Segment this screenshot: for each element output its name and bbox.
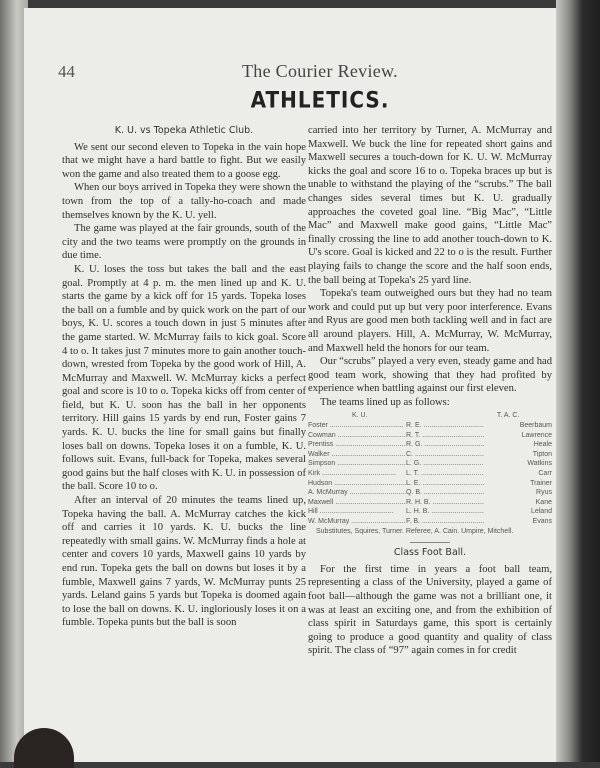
position: Q. B. ..... <box>406 488 484 498</box>
ku-player: Hill ..... <box>308 507 406 517</box>
position: L. G. ..... <box>406 459 484 469</box>
page-number: 44 <box>58 62 75 81</box>
lineup-row <box>308 517 552 527</box>
tac-player: Beerbaum <box>519 422 552 430</box>
paragraph: The teams lined up as follows: <box>320 396 450 408</box>
team-tac-header: T. A. C. <box>496 412 520 420</box>
position: R. G. ..... <box>406 440 484 450</box>
lineup-row <box>308 431 552 441</box>
paragraph: Topeka's team outweighed ours but they had no team work and could put up but very poor interference. Evans and Ryus are good men both tackling well and in fact are all around players. Hill, A. McMurray, W. McMurray, and Maxwell held the honors for our team. <box>308 288 552 354</box>
ku-player: Hudson ..... <box>308 479 406 489</box>
paragraph: The game was played at the fair grounds, south of the city and the two teams were promptly on the grounds in due time. <box>62 223 306 262</box>
position: L. T. ..... <box>406 469 484 479</box>
paragraph: After an interval of 20 minutes the teams lined up, Topeka having the ball. A. McMurray catches the kick off and carries it 10 yards. K. U. bucks the line repeatedly with small gains. W. McMurray finds a hole at center and covers 10 yards, Maxwell gains 10 yards by end run. Topeka gets the ball on downs but loses it by a fumble, Maxwell gains 7 yards, W. McMurray punts 25 yards. Leland gains 5 yards but Topeka is doomed again to lose the ball on downs. K. U. ingloriously loses it on a fumble. Topeka punts but the ball is soon <box>62 495 306 629</box>
article-title: Class Foot Ball. <box>393 547 467 559</box>
paragraph: Our “scrubs” played a very even, steady game and had good team work, showing that they had profited by experience when battling against our first eleven. <box>308 356 552 395</box>
left-column <box>62 124 306 630</box>
lineup-row <box>308 498 552 508</box>
tac-player: Kane <box>535 498 552 506</box>
article-title: K. U. vs Topeka Athletic Club. <box>114 125 254 136</box>
tac-player: Watkins <box>527 460 552 468</box>
journal-title: The Courier Review. <box>242 61 398 81</box>
ku-player: Simpson ..... <box>308 459 406 469</box>
paragraph: When our boys arrived in Topeka they were shown the town from the top of a tally-ho-coach and made themselves known by the K. U. yell. <box>62 182 306 221</box>
ku-player: Foster ..... <box>308 421 406 431</box>
divider <box>410 542 450 543</box>
paragraph: We sent our second eleven to Topeka in the vain hope that we might have a hard battle to fight. But we easily won the game and also treated them to a goose egg. <box>62 141 306 180</box>
ku-player: Maxwell ..... <box>308 498 406 508</box>
position: C. ..... <box>406 450 484 460</box>
ku-player: A. McMurray ..... <box>308 488 406 498</box>
lineup-header <box>308 411 552 421</box>
tac-player: Tipton <box>532 450 552 458</box>
tac-player: Carr <box>538 470 552 478</box>
right-column <box>308 124 552 658</box>
paragraph: For the first time in years a foot ball team, representing a class of the University, played a game of foot ball—although the game was not a brilliant one, it was at least an exciting one, and from the exhibition of class spirit in Saturdays game, this sport is certainly going to produce a good quantity and quality of class spirit. The class of “97” again comes in for credit <box>308 563 552 657</box>
paragraph: K. U. loses the toss but takes the ball and the east goal. Promptly at 4 p. m. the men lined up and K. U. starts the game by a kick off for 15 yards. Topeka loses the ball on a fumble and by quick work on the part of our boys, K. U. scores a touch down in just 5 minutes after the game started. W. McMurray fails to kick goal. Score 4 to o. It takes just 7 minutes more to gain another touch-down, wrested from Topeka by the good work of Hill, A. McMurray and Maxwell. W. McMurray kicks a perfect goal and score is 10 to o. Topeka kicks off from center of field, but K. U. soon has the ball in her opponents territory. Hill gains 15 yards by end run, Foster gains 7 yards. K. U. bucks the line for small gains but finally loses ball on downs. Topeka loses it on a fumble, K. U. follows suit. Evans, full-back for Topeka, makes several good gains but the half closes with K. U. in possession of the ball. Score 10 to o. <box>62 263 306 493</box>
ku-player: Cowman ..... <box>308 431 406 441</box>
position: L. E. ..... <box>406 479 484 489</box>
adjacent-page-edge <box>556 0 600 762</box>
tac-player: Leland <box>530 508 552 516</box>
position: R. H. B. ..... <box>406 498 484 508</box>
position: L. H. B. ..... <box>406 507 484 517</box>
lineup-row <box>308 507 552 517</box>
paragraph: carried into her territory by Turner, A. McMurray and Maxwell. We buck the line for repeated short gains and Maxwell secures a touch-down for K. U. W. McMurray kicks the goal and score 16 to o. Topeka braces up but is unable to withstand the playing of the “scrubs.” The ball changes sides several times but K. U. gradually approaches the coveted goal line. “Big Mac”, “Little Mac” and Maxwell make good gains, “Little Mac” finally crossing the line to add another touch-down to K. U's score. Goal is kicked and 22 to o is the result. Further playing fails to change the score and the half soon ends, the ball being at Topeka's 25 yard line. <box>308 125 552 286</box>
team-ku-header: K. U. <box>352 412 368 420</box>
position: R. T. ..... <box>406 431 484 441</box>
lineup-table <box>308 411 552 536</box>
tac-player: Trainer <box>530 479 552 487</box>
position: F. B. ..... <box>406 517 484 527</box>
tac-player: Ryus <box>536 489 552 497</box>
section-title: ATHLETICS. <box>250 86 390 114</box>
position: R. E. ..... <box>406 421 484 431</box>
tac-player: Lawrence <box>521 431 552 439</box>
lineup-row <box>308 488 552 498</box>
lineup-row <box>308 459 552 469</box>
lineup-row <box>308 421 552 431</box>
ku-player: Kirk ..... <box>308 469 406 479</box>
lineup-footer: Substitutes, Squires, Turner. Referee, A. Cain. Umpire, Mitchell. <box>316 527 514 535</box>
lineup-row <box>308 479 552 489</box>
lineup-row <box>308 469 552 479</box>
lineup-row <box>308 450 552 460</box>
ku-player: W. McMurray ..... <box>308 517 406 527</box>
ku-player: Prentiss ..... <box>308 440 406 450</box>
tac-player: Heale <box>533 441 552 449</box>
tac-player: Evans <box>532 518 552 525</box>
lineup-row <box>308 440 552 450</box>
ku-player: Walker ..... <box>308 450 406 460</box>
